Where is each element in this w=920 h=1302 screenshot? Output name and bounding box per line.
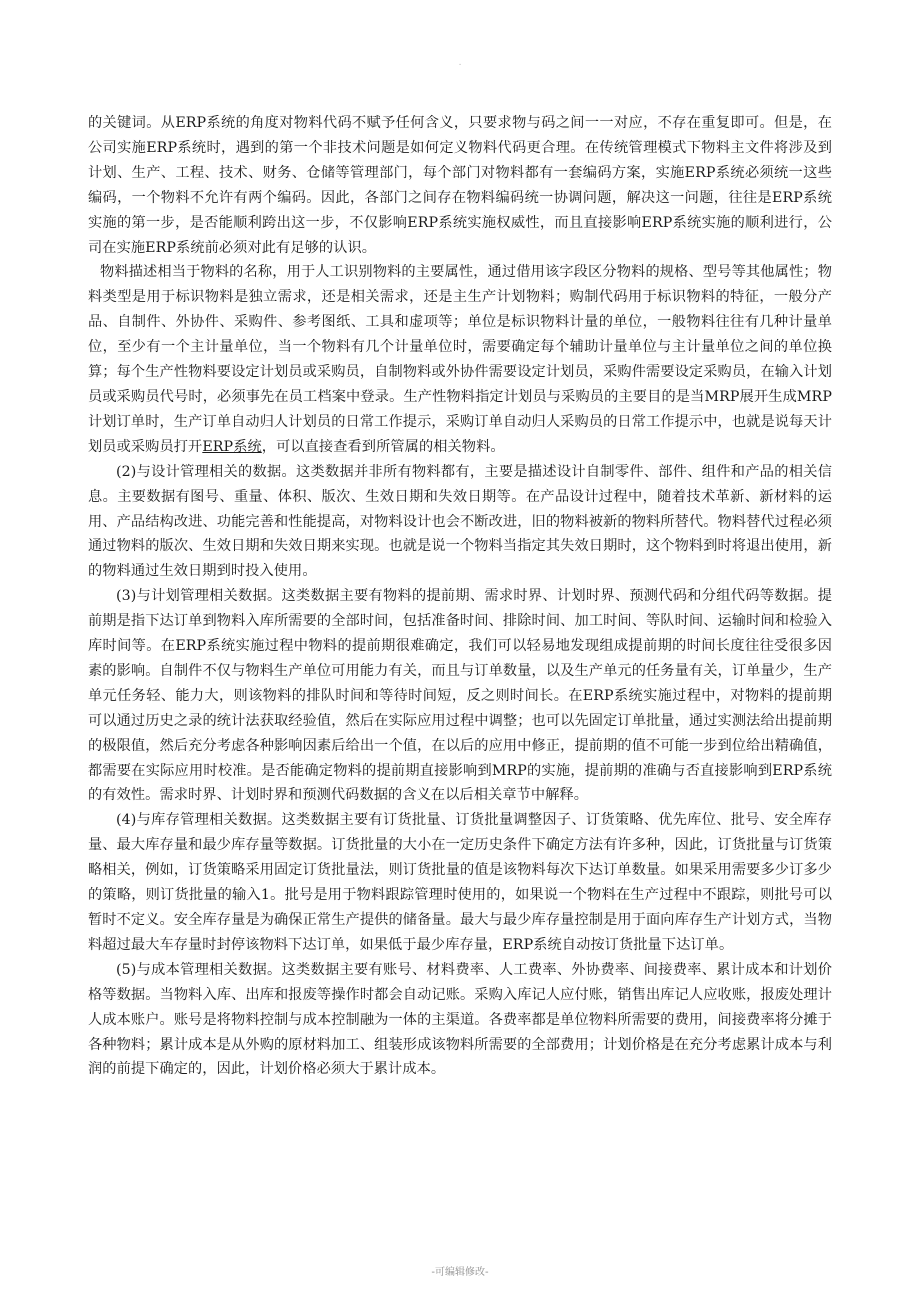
paragraph-planning-data: (3)与计划管理相关数据。这类数据主要有物料的提前期、需求时界、计划时界、预测代码和分组代码等数据。提前期是指下达订单到物料入库所需要的全部时间，包括准备时间、排除时间、加工时间、等队时间、运输时间和检验入库时间等。在ERP系统实施过程中物料的提前期很难确定，我们可以轻易地发现组成提前期的时间长度往往受很多因素的影响。自制件不仅与物料生产单位可用能力有关，而且与订单数量，以及生产单元的任务量有关，订单量少，生产单元任务轻、能力大，则该物料的排队时间和等待时间短，反之则时间长。在ERP系统实施过程中，对物料的提前期可以通过历史之录的统计法获取经验值，然后在实际应用过程中调整；也可以先固定订单批量，通过实测法给出提前期的极限值，然后充分考虑各种影响因素后给出一个值，在以后的应用中修正，提前期的值不可能一步到位给出精确值，都需要在实际应用时校准。是否能确定物料的提前期直接影响到MRP的实施，提前期的准确与否直接影响到ERP系统的有效性。需求时界、计划时界和预测代码数据的含义在以后相关章节中解释。 <box>88 588 832 804</box>
paragraph-material-code: 的关键词。从ERP系统的角度对物料代码不赋予任何含义，只要求物与码之间一一对应，不存在重复即可。但是，在公司实施ERP系统时，遇到的第一个非技术问题是如何定义物料代码更合理。在传统管理模式下物料主文件将涉及到计划、生产、工程、技术、财务、仓储等管理部门，每个部门对物料都有一套编码方案，实施ERP系统必须统一这些编码，一个物料不允许有两个编码。因此，各部门之间存在物料编码统一协调问题，解决这一问题，往往是ERP系统实施的第一步，是否能顺利跨出这一步，不仅影响ERP系统实施权威性，而且直接影响ERP系统实施的顺利进行，公司在实施ERP系统前必须对此有足够的认识。 <box>88 115 832 256</box>
paragraph-design-data: (2)与设计管理相关的数据。这类数据并非所有物料都有，主要是描述设计自制零件、部件、组件和产品的相关信息。主要数据有图号、重量、体积、版次、生效日期和失效日期等。在产品设计过程中，随着技术革新、新材料的运用、产品结构改进、功能完善和性能提高，对物料设计也会不断改进，旧的物料被新的物料所替代。物料替代过程必须通过物料的版次、生效日期和失效日期来实现。也就是说一个物料当指定其失效日期时，这个物料到时将退出使用，新的物料通过生效日期到时投入使用。 <box>88 463 832 580</box>
erp-system-link[interactable]: ERP系统 <box>202 438 262 455</box>
paragraph-material-description-text: 物料描述相当于物料的名称，用于人工识别物料的主要属性，通过借用该字段区分物料的规格、型号等其他属性；物料类型是用于标识物料是独立需求，还是相关需求，还是主生产计划物料；购制代码用于标识物料的特征，一般分产品、自制件、外协件、采购件、参考图纸、工具和虚项等；单位是标识物料计量的单位，一般物料往往有几种计量单位，至少有一个主计量单位，当一个物料有几个计量单位时，需要确定每个辅助计量单位与主计量单位之间的单位换算；每个生产性物料要设定计划员或采购员，自制物料或外协件需要设定计划员，采购件需要设定采购员，在输入计划员或采购员代号时，必须事先在员工档案中登录。生产性物料指定计划员与采购员的主要目的是当MRP展开生成MRP计划订单时，生产订单自动归人计划员的日常工作提示，采购订单自动归人采购员的日常工作提示中，也就是说每天计划员或采购员打开 <box>88 264 832 455</box>
page-footer: -可编辑修改- <box>431 1267 489 1278</box>
paragraph-material-description-tail: ，可以直接查看到所管属的相关物料。 <box>261 438 505 455</box>
paragraph-inventory-data: (4)与库存管理相关数据。这类数据主要有订货批量、订货批量调整因子、订货策略、优先库位、批号、安全库存量、最大库存量和最少库存量等数据。订货批量的大小在一定历史条件下确定方法有许多种，因此，订货批量与订货策略相关，例如，订货策略采用固定订货批量法，则订货批量的值是该物料每次下达订单数量。如果采用需要多少订多少的策略，则订货批量的输入1。批号是用于物料跟踪管理时使用的，如果说一个物料在生产过程中不跟踪，则批号可以暂时不定义。安全库存量是为确保正常生产提供的储备量。最大与最少库存量控制是用于面向库存生产计划方式，当物料超过最大车存量时封停该物料下达订单，如果低于最少库存量，ERP系统自动按订货批量下达订单。 <box>88 812 832 953</box>
paragraph-cost-data: (5)与成本管理相关数据。这类数据主要有账号、材料费率、人工费率、外协费率、间接费率、累计成本和计划价格等数据。当物料入库、出库和报废等操作时都会自动记账。采购入库记人应付账，销售出库记人应收账，报废处理计人成本账户。账号是将物料控制与成本控制融为一体的主渠道。各费率都是单位物料所需要的费用，间接费率将分摊于各种物料；累计成本是从外购的原材料加工、组装形成该物料所需要的全部费用；计划价格是在充分考虑累计成本与利润的前提下确定的，因此，计划价格必须大于累计成本。 <box>88 961 832 1078</box>
document-body <box>88 111 832 1082</box>
header-mark: . <box>458 58 462 68</box>
paragraph-material-description <box>88 260 832 459</box>
